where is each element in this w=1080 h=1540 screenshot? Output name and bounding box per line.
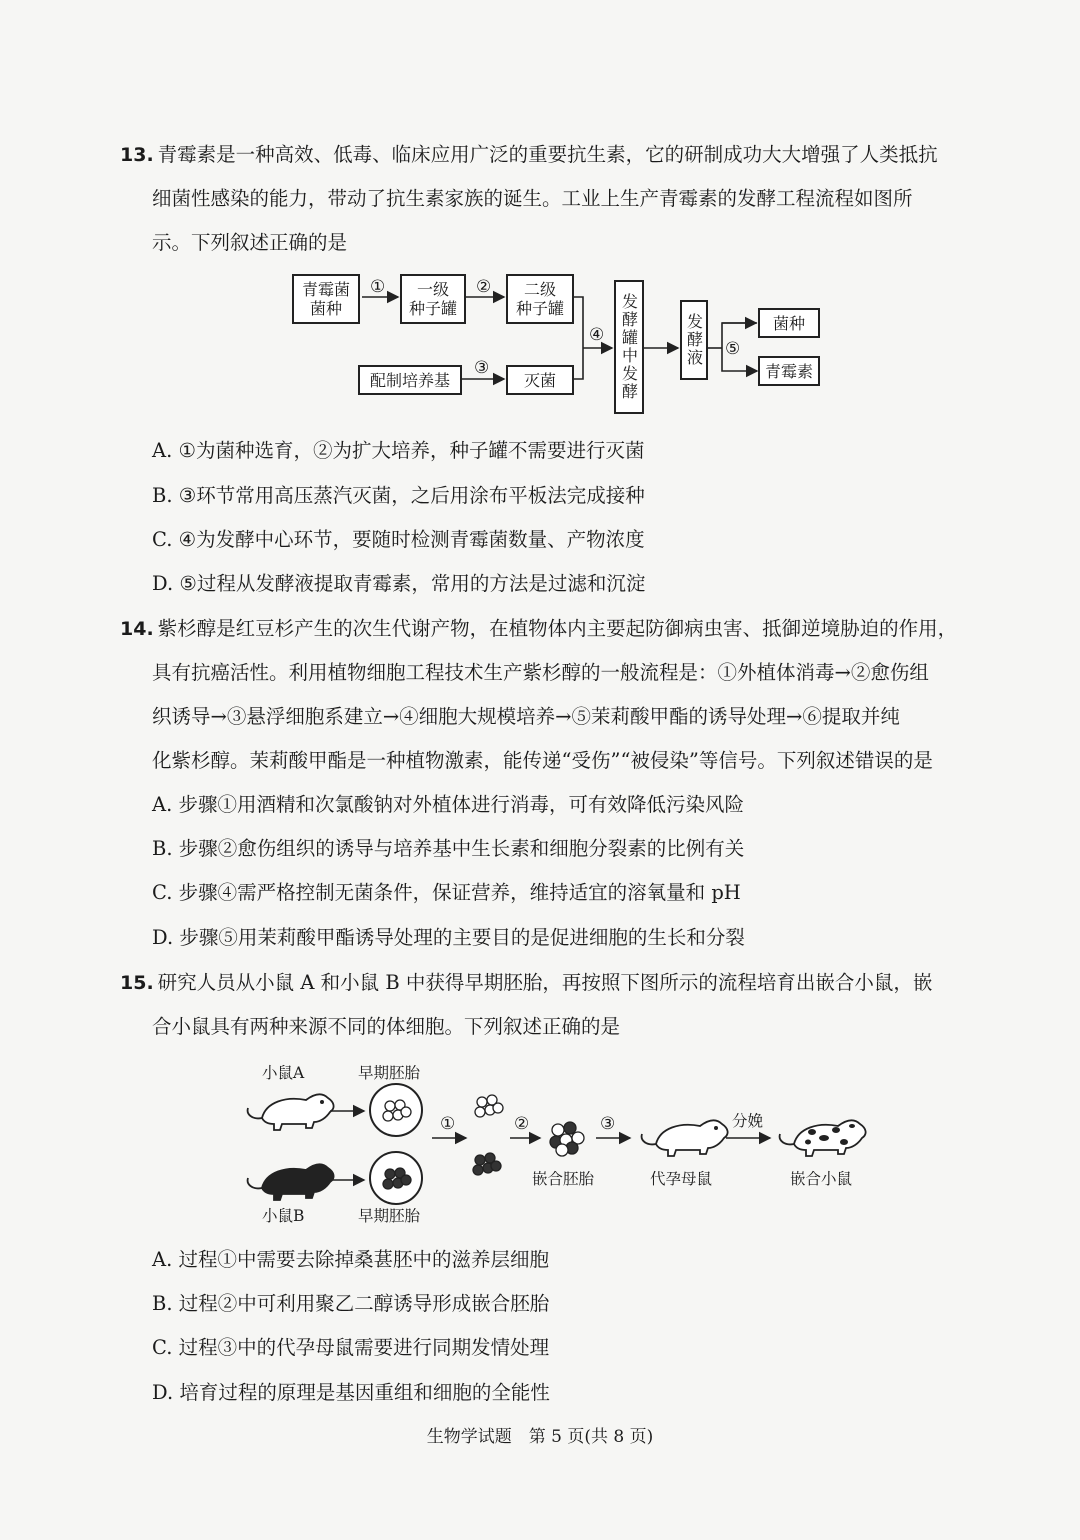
embryo-b-dish [370, 1152, 422, 1204]
q13-box-strain: 青霉菌 菌种 [292, 274, 360, 324]
q13-box-medium: 配制培养基 [358, 365, 462, 395]
q15-option-c: C. 过程③中的代孕母鼠需要进行同期发情处理 [152, 1336, 550, 1359]
q15-option-a: A. 过程①中需要去除掉桑葚胚中的滋养层细胞 [152, 1248, 549, 1271]
q15-step-1: ① [440, 1114, 456, 1134]
q14-option-a: A. 步骤①用酒精和次氯酸钠对外植体进行消毒，可有效降低污染风险 [152, 793, 744, 816]
q14-line-2: 具有抗癌活性。利用植物细胞工程技术生产紫杉醇的一般流程是：①外植体消毒→②愈伤组 [152, 661, 929, 684]
label-chimeric-mouse: 嵌合小鼠 [790, 1170, 853, 1188]
q14-option-c: C. 步骤④需严格控制无菌条件，保证营养，维持适宜的溶氧量和 pH [152, 881, 741, 904]
label-mouse-a: 小鼠A [262, 1064, 305, 1082]
q13-line-3: 示。下列叙述正确的是 [152, 231, 348, 254]
label-embryo-b: 早期胚胎 [358, 1207, 421, 1225]
q15-line-1: 15. 研究人员从小鼠 A 和小鼠 B 中获得早期胚胎，再按照下图所示的流程培育出嵌合小鼠，嵌 [120, 971, 933, 994]
label-chimeric-embryo: 嵌合胚胎 [532, 1170, 595, 1188]
q13-option-a: A. ①为菌种选育，②为扩大培养，种子罐不需要进行灭菌 [152, 439, 645, 462]
cell-cluster-black [473, 1153, 501, 1175]
q13-option-b: B. ③环节常用高压蒸汽灭菌，之后用涂布平板法完成接种 [152, 484, 645, 507]
chimeric-mouse-icon [780, 1120, 866, 1156]
label-birth: 分娩 [732, 1112, 764, 1130]
q13-option-c: C. ④为发酵中心环节，要随时检测青霉菌数量、产物浓度 [152, 528, 645, 551]
q15-line-2: 合小鼠具有两种来源不同的体细胞。下列叙述正确的是 [152, 1015, 621, 1038]
q13-box-fermenter: 发酵罐中发酵 [614, 280, 644, 414]
q14-option-d: D. 步骤⑤用茉莉酸甲酯诱导处理的主要目的是促进细胞的生长和分裂 [152, 926, 745, 949]
label-mouse-b: 小鼠B [262, 1207, 305, 1225]
q13-step-3: ③ [474, 358, 490, 378]
q13-box-seed-tank-1: 一级 种子罐 [400, 274, 466, 324]
page-footer: 生物学试题 第 5 页(共 8 页) [426, 1427, 654, 1447]
q14-option-b: B. 步骤②愈伤组织的诱导与培养基中生长素和细胞分裂素的比例有关 [152, 837, 745, 860]
q13-box-seed-tank-2: 二级 种子罐 [506, 274, 574, 324]
q15-number: 15. [120, 972, 154, 994]
q13-step-2: ② [476, 277, 492, 297]
mouse-a-icon [248, 1094, 334, 1130]
q14-number: 14. [120, 618, 154, 640]
label-embryo-a: 早期胚胎 [358, 1064, 421, 1082]
mouse-b-icon [248, 1164, 334, 1200]
q13-line-2: 细菌性感染的能力，带动了抗生素家族的诞生。工业上生产青霉素的发酵工程流程如图所 [152, 187, 913, 210]
label-surrogate-mouse: 代孕母鼠 [650, 1170, 713, 1188]
q13-option-d: D. ⑤过程从发酵液提取青霉素，常用的方法是过滤和沉淀 [152, 572, 646, 595]
chimeric-embryo-icon [550, 1122, 584, 1156]
q13-box-output-strain: 菌种 [758, 308, 820, 338]
q15-option-d: D. 培育过程的原理是基因重组和细胞的全能性 [152, 1381, 550, 1404]
q13-box-broth: 发酵液 [680, 300, 708, 380]
q13-box-sterilize: 灭菌 [506, 365, 574, 395]
q13-number: 13. [120, 144, 154, 166]
q15-step-2: ② [514, 1114, 530, 1134]
q13-box-output-penicillin: 青霉素 [758, 356, 820, 386]
surrogate-mouse-icon [642, 1120, 728, 1156]
q14-line-1: 14. 紫杉醇是红豆杉产生的次生代谢产物，在植物体内主要起防御病虫害、抵御逆境胁迫的作用， [120, 617, 958, 640]
q14-line-3: 织诱导→③悬浮细胞系建立→④细胞大规模培养→⑤茉莉酸甲酯的诱导处理→⑥提取并纯 [152, 705, 900, 728]
q15-option-b: B. 过程②中可利用聚乙二醇诱导形成嵌合胚胎 [152, 1292, 550, 1315]
q13-step-1: ① [370, 277, 386, 297]
embryo-a-dish [370, 1084, 422, 1136]
q13-step-4: ④ [589, 325, 605, 345]
cell-cluster-white [475, 1095, 503, 1117]
q15-step-3: ③ [600, 1114, 616, 1134]
q13-line-1: 13. 青霉素是一种高效、低毒、临床应用广泛的重要抗生素，它的研制成功大大增强了人类抵抗 [120, 143, 938, 166]
q14-line-4: 化紫杉醇。茉莉酸甲酯是一种植物激素，能传递“受伤”“被侵染”等信号。下列叙述错误的是 [152, 749, 933, 772]
q13-step-5: ⑤ [725, 339, 741, 359]
